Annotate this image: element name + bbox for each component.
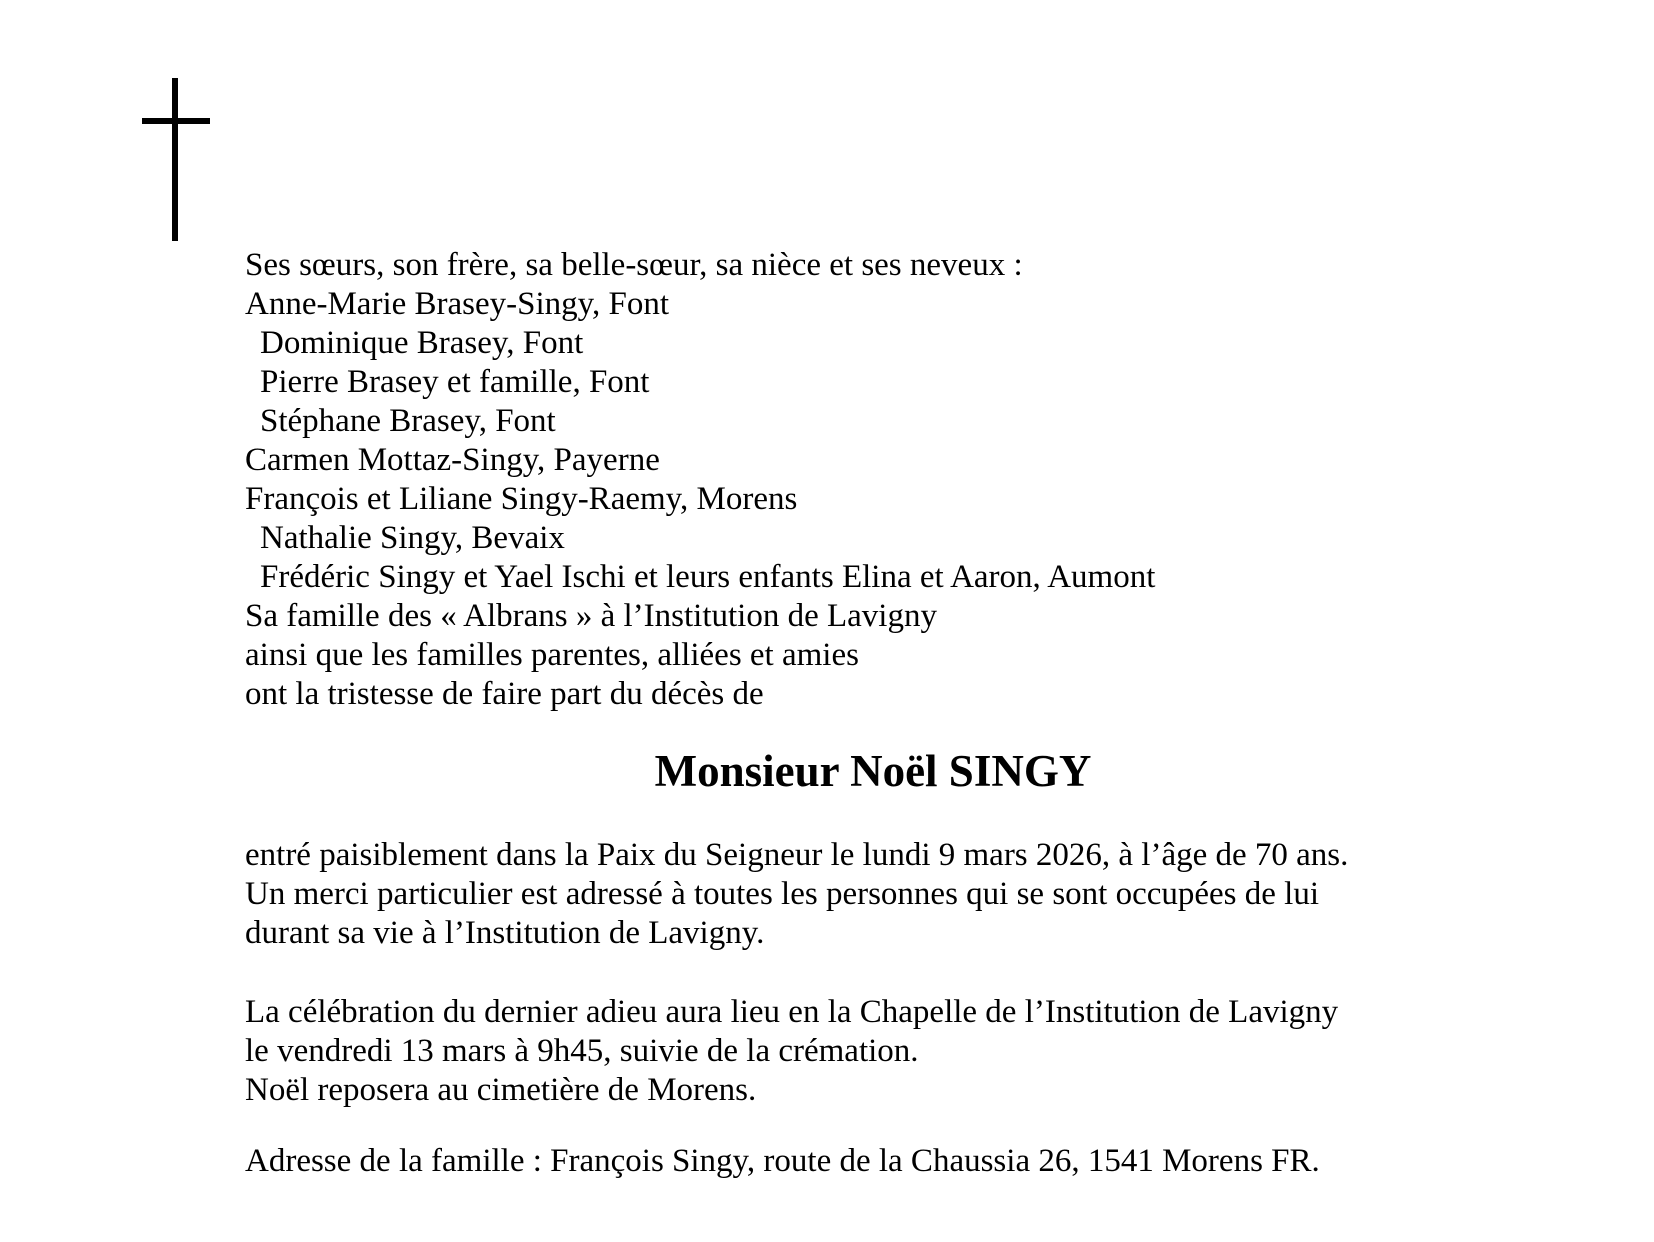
paragraph-line: durant sa vie à l’Institution de Lavigny.	[245, 915, 765, 951]
family-list-line: François et Liliane Singy-Raemy, Morens	[245, 481, 798, 517]
paragraph-line: le vendredi 13 mars à 9h45, suivie de la crémation.	[245, 1033, 919, 1069]
family-list-line: Carmen Mottaz-Singy, Payerne	[245, 442, 660, 478]
family-list-line: Ses sœurs, son frère, sa belle-sœur, sa nièce et ses neveux :	[245, 247, 1023, 283]
deceased-name-title: Monsieur Noël SINGY	[654, 746, 1092, 796]
address-paragraph	[245, 1142, 1320, 1181]
family-list-line: Pierre Brasey et famille, Font	[260, 364, 650, 400]
family-list-line: Nathalie Singy, Bevaix	[260, 520, 565, 556]
paragraph-line: La célébration du dernier adieu aura lieu en la Chapelle de l’Institution de Lavigny	[245, 994, 1339, 1030]
family-list	[245, 246, 1155, 714]
family-list-line: ainsi que les familles parentes, alliées et amies	[245, 637, 859, 673]
family-list-line: Frédéric Singy et Yael Ischi et leurs enfants Elina et Aaron, Aumont	[260, 559, 1156, 595]
paragraph-line: entré paisiblement dans la Paix du Seigneur le lundi 9 mars 2026, à l’âge de 70 ans.	[245, 837, 1349, 873]
cross-vertical-bar	[172, 78, 178, 241]
paragraph-line: Un merci particulier est adressé à toutes les personnes qui se sont occupées de lui	[245, 876, 1319, 912]
death-paragraph	[245, 836, 1348, 953]
ceremony-paragraph	[245, 993, 1338, 1110]
cross-horizontal-bar	[142, 118, 210, 124]
family-list-line: Anne-Marie Brasey-Singy, Font	[245, 286, 670, 322]
family-list-line: ont la tristesse de faire part du décès de	[245, 676, 764, 712]
family-address-line: Adresse de la famille : François Singy, route de la Chaussia 26, 1541 Morens FR.	[245, 1143, 1320, 1179]
family-list-line: Dominique Brasey, Font	[260, 325, 584, 361]
family-list-line: Sa famille des « Albrans » à l’Institution de Lavigny	[245, 598, 937, 634]
family-list-line: Stéphane Brasey, Font	[260, 403, 556, 439]
paragraph-line: Noël reposera au cimetière de Morens.	[245, 1072, 757, 1108]
